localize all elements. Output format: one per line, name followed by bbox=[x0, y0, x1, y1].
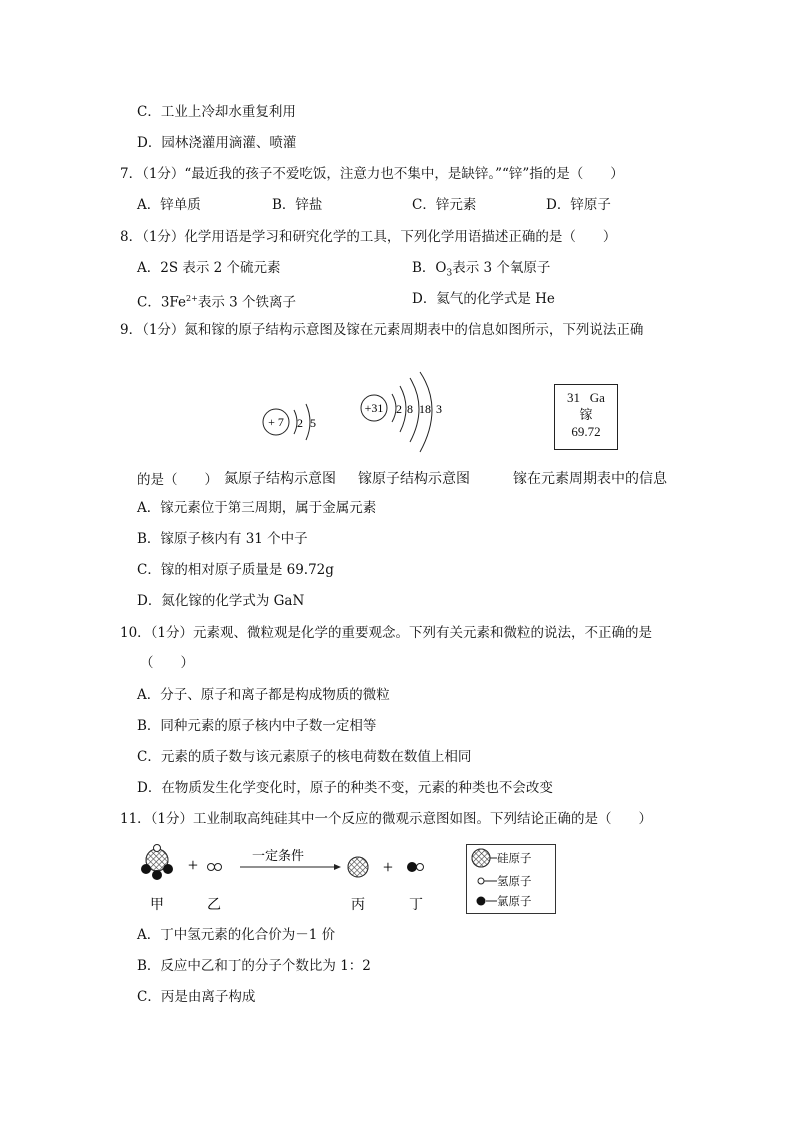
q7-stem: 7．（1分）“最近我的孩子不爱吃饭，注意力也不集中，是缺锌。”“锌”指的是（ ） bbox=[120, 166, 624, 182]
label-jia: 甲 bbox=[150, 898, 164, 913]
q9-option-d: D．氮化镓的化学式为 GaN bbox=[137, 593, 305, 609]
n-shell-2: 5 bbox=[310, 416, 316, 430]
molecule-bing bbox=[348, 857, 368, 877]
atomic-mass: 69.72 bbox=[571, 424, 601, 439]
ga-shell-2: 8 bbox=[407, 402, 413, 416]
q10-option-d: D．在物质发生化学变化时，原子的种类不变，元素的种类也不会改变 bbox=[137, 780, 553, 796]
q11-option-b: B．反应中乙和丁的分子个数比为 1：2 bbox=[137, 958, 371, 974]
table-caption: 镓在元素周期表中的信息 bbox=[513, 471, 667, 487]
legend-si: 硅原子 bbox=[497, 851, 532, 865]
label-yi: 乙 bbox=[207, 898, 221, 913]
nitrogen-atom-diagram bbox=[263, 404, 316, 440]
n-shell-1: 2 bbox=[297, 416, 303, 430]
q9-option-b: B．镓原子核内有 31 个中子 bbox=[137, 531, 308, 547]
gallium-atom-diagram bbox=[361, 372, 442, 452]
q10-stem: 10．（1分）元素观、微粒观是化学的重要观念。下列有关元素和微粒的说法，不正确的是 bbox=[120, 625, 653, 641]
molecule-jia bbox=[141, 845, 173, 881]
q11-option-a: A．丁中氢元素的化合价为－1 价 bbox=[137, 927, 336, 943]
q6-option-c: C．工业上冷却水重复利用 bbox=[137, 104, 296, 120]
q9-option-a: A．镓元素位于第三周期，属于金属元素 bbox=[137, 500, 377, 516]
ga-shell-1: 2 bbox=[396, 402, 402, 416]
ga-shell-3: 18 bbox=[419, 402, 431, 416]
legend-cl: 氯原子 bbox=[497, 894, 532, 908]
q10-option-b: B．同种元素的原子核内中子数一定相等 bbox=[137, 718, 377, 734]
element-name: 镓 bbox=[579, 407, 593, 422]
periodic-table-cell bbox=[554, 384, 618, 450]
element-symbol: Ga bbox=[589, 390, 605, 405]
plus-2: + bbox=[382, 857, 394, 877]
n-nucleus-label: + 7 bbox=[268, 415, 284, 429]
q8-option-d: D．氦气的化学式是 He bbox=[412, 291, 555, 307]
q10-option-c: C．元素的质子数与该元素原子的核电荷数在数值上相同 bbox=[137, 749, 472, 765]
reaction-legend bbox=[466, 844, 556, 914]
reaction-diagram bbox=[136, 842, 456, 922]
nitrogen-caption: 氮原子结构示意图 bbox=[224, 471, 336, 487]
q8-stem: 8．（1分）化学用语是学习和研究化学的工具，下列化学用语描述正确的是（ ） bbox=[120, 229, 617, 245]
label-ding: 丁 bbox=[409, 898, 423, 913]
atom-diagrams bbox=[250, 370, 460, 460]
q7-option-a: A．锌单质 bbox=[137, 197, 201, 213]
legend-h: 氢原子 bbox=[497, 874, 532, 888]
plus-1: + bbox=[187, 855, 199, 875]
q7-option-b: B．锌盐 bbox=[272, 197, 323, 213]
q9-stem-end: 的是（ ） bbox=[137, 472, 218, 488]
q8-option-c: C．$3Fe^{2+}$表示 3 个铁离子 bbox=[137, 294, 297, 311]
q7-option-d: D．锌原子 bbox=[546, 197, 611, 213]
q11-option-c: C．丙是由离子构成 bbox=[137, 989, 256, 1005]
q11-stem: 11．（1分）工业制取高纯硅其中一个反应的微观示意图如图。下列结论正确的是（ ） bbox=[120, 811, 653, 827]
q8-option-a: A．2S 表示 2 个硫元素 bbox=[137, 260, 281, 276]
q8-option-b: B．$O_3$表示 3 个氧原子 bbox=[412, 260, 551, 279]
molecule-yi bbox=[208, 864, 222, 871]
molecule-ding bbox=[407, 862, 424, 872]
atomic-number: 31 bbox=[567, 390, 581, 405]
q9-option-c: C．镓的相对原子质量是 69.72g bbox=[137, 562, 334, 578]
gallium-caption: 镓原子结构示意图 bbox=[358, 471, 470, 487]
q10-stem-end: （ ） bbox=[140, 655, 194, 671]
q10-option-a: A．分子、原子和离子都是构成物质的微粒 bbox=[137, 687, 390, 703]
q7-option-c: C．锌元素 bbox=[412, 197, 477, 213]
reaction-condition: 一定条件 bbox=[251, 848, 305, 863]
q6-option-d: D．园林浇灌用滴灌、喷灌 bbox=[137, 135, 297, 151]
ga-shell-4: 3 bbox=[436, 402, 442, 416]
q9-stem: 9．（1分）氮和镓的原子结构示意图及镓在元素周期表中的信息如图所示，下列说法正确 bbox=[120, 322, 644, 338]
label-bing: 丙 bbox=[351, 898, 365, 913]
ga-nucleus-label: +31 bbox=[364, 401, 384, 415]
